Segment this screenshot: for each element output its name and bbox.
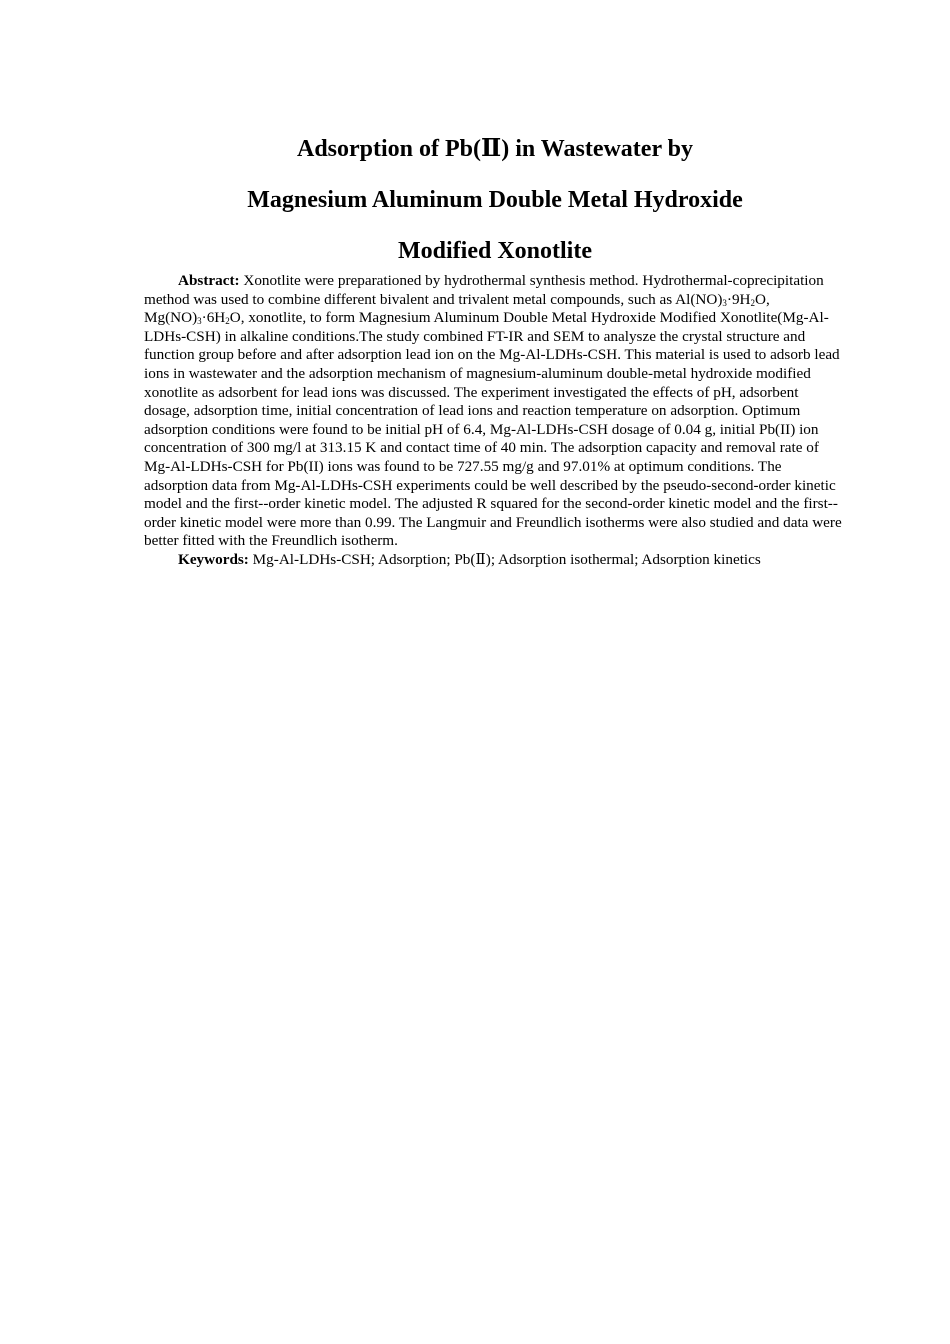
- title-line-2: Magnesium Aluminum Double Metal Hydroxide: [247, 187, 743, 213]
- abstract-label: Abstract:: [178, 272, 240, 289]
- paper-title: [100, 124, 890, 277]
- title-line-3: Modified Xonotlite: [398, 238, 592, 264]
- subscript-3b: 3: [197, 316, 202, 327]
- abstract-text-part1: Xonotlite were preparationed by hydrothermal synthesis method. Hydrothermal-coprecipitation method was used to combine different bivalent and trivalent metal compounds, such as Al(NO): [144, 272, 824, 308]
- abstract-paragraph: [144, 272, 848, 551]
- abstract-text-part5: O, xonotlite, to form Magnesium Aluminum Double Metal Hydroxide Modified Xonotlite(Mg-Al-LDHs-CSH) in alkaline conditions.The study combined FT-IR and SEM to analysze the crystal structure and function group before and after adsorption lead ion on the Mg-Al-LDHs-CSH. This material is used to adsorb lead ions in wastewater and the adsorption mechanism of magnesium-aluminum double-metal hydroxide modified xonotlite as adsorbent for lead ions was discussed. The experiment investigated the effects of pH, adsorbent dosage, adsorption time, initial concentration of lead ions and reaction temperature on adsorption. Optimum adsorption conditions were found to be initial pH of 6.4, Mg-Al-LDHs-CSH dosage of 0.04 g, initial Pb(II) ion concentration of 300 mg/l at 313.15 K and contact time of 40 min. The adsorption capacity and removal rate of Mg-Al-LDHs-CSH for Pb(II) ions was found to be 727.55 mg/g and 97.01% at optimum conditions. The adsorption data from Mg-Al-LDHs-CSH experiments could be well described by the pseudo-second-order kinetic model and the first--order kinetic model. The adjusted R squared for the second-order kinetic model and the first--order kinetic model were more than 0.99. The Langmuir and Freundlich isotherms were also studied and data were better fitted with the Freundlich isotherm.: [144, 309, 842, 550]
- abstract-section: [144, 272, 848, 570]
- subscript-3a: 3: [722, 297, 727, 308]
- abstract-text-part2: ·9H: [726, 290, 751, 308]
- keywords-text: Mg-Al-LDHs-CSH; Adsorption; Pb(Ⅱ); Adsorption isothermal; Adsorption kinetics: [248, 550, 761, 568]
- subscript-2a: 2: [750, 297, 756, 308]
- keywords-paragraph: [144, 551, 848, 570]
- keywords-label: Keywords:: [178, 550, 249, 568]
- subscript-2b: 2: [225, 316, 230, 327]
- abstract-text-part4: ·6H: [201, 309, 226, 327]
- abstract-text-part3: O, Mg(NO): [144, 290, 770, 327]
- title-line-1: Adsorption of Pb(Ⅱ) in Wastewater by: [296, 136, 694, 162]
